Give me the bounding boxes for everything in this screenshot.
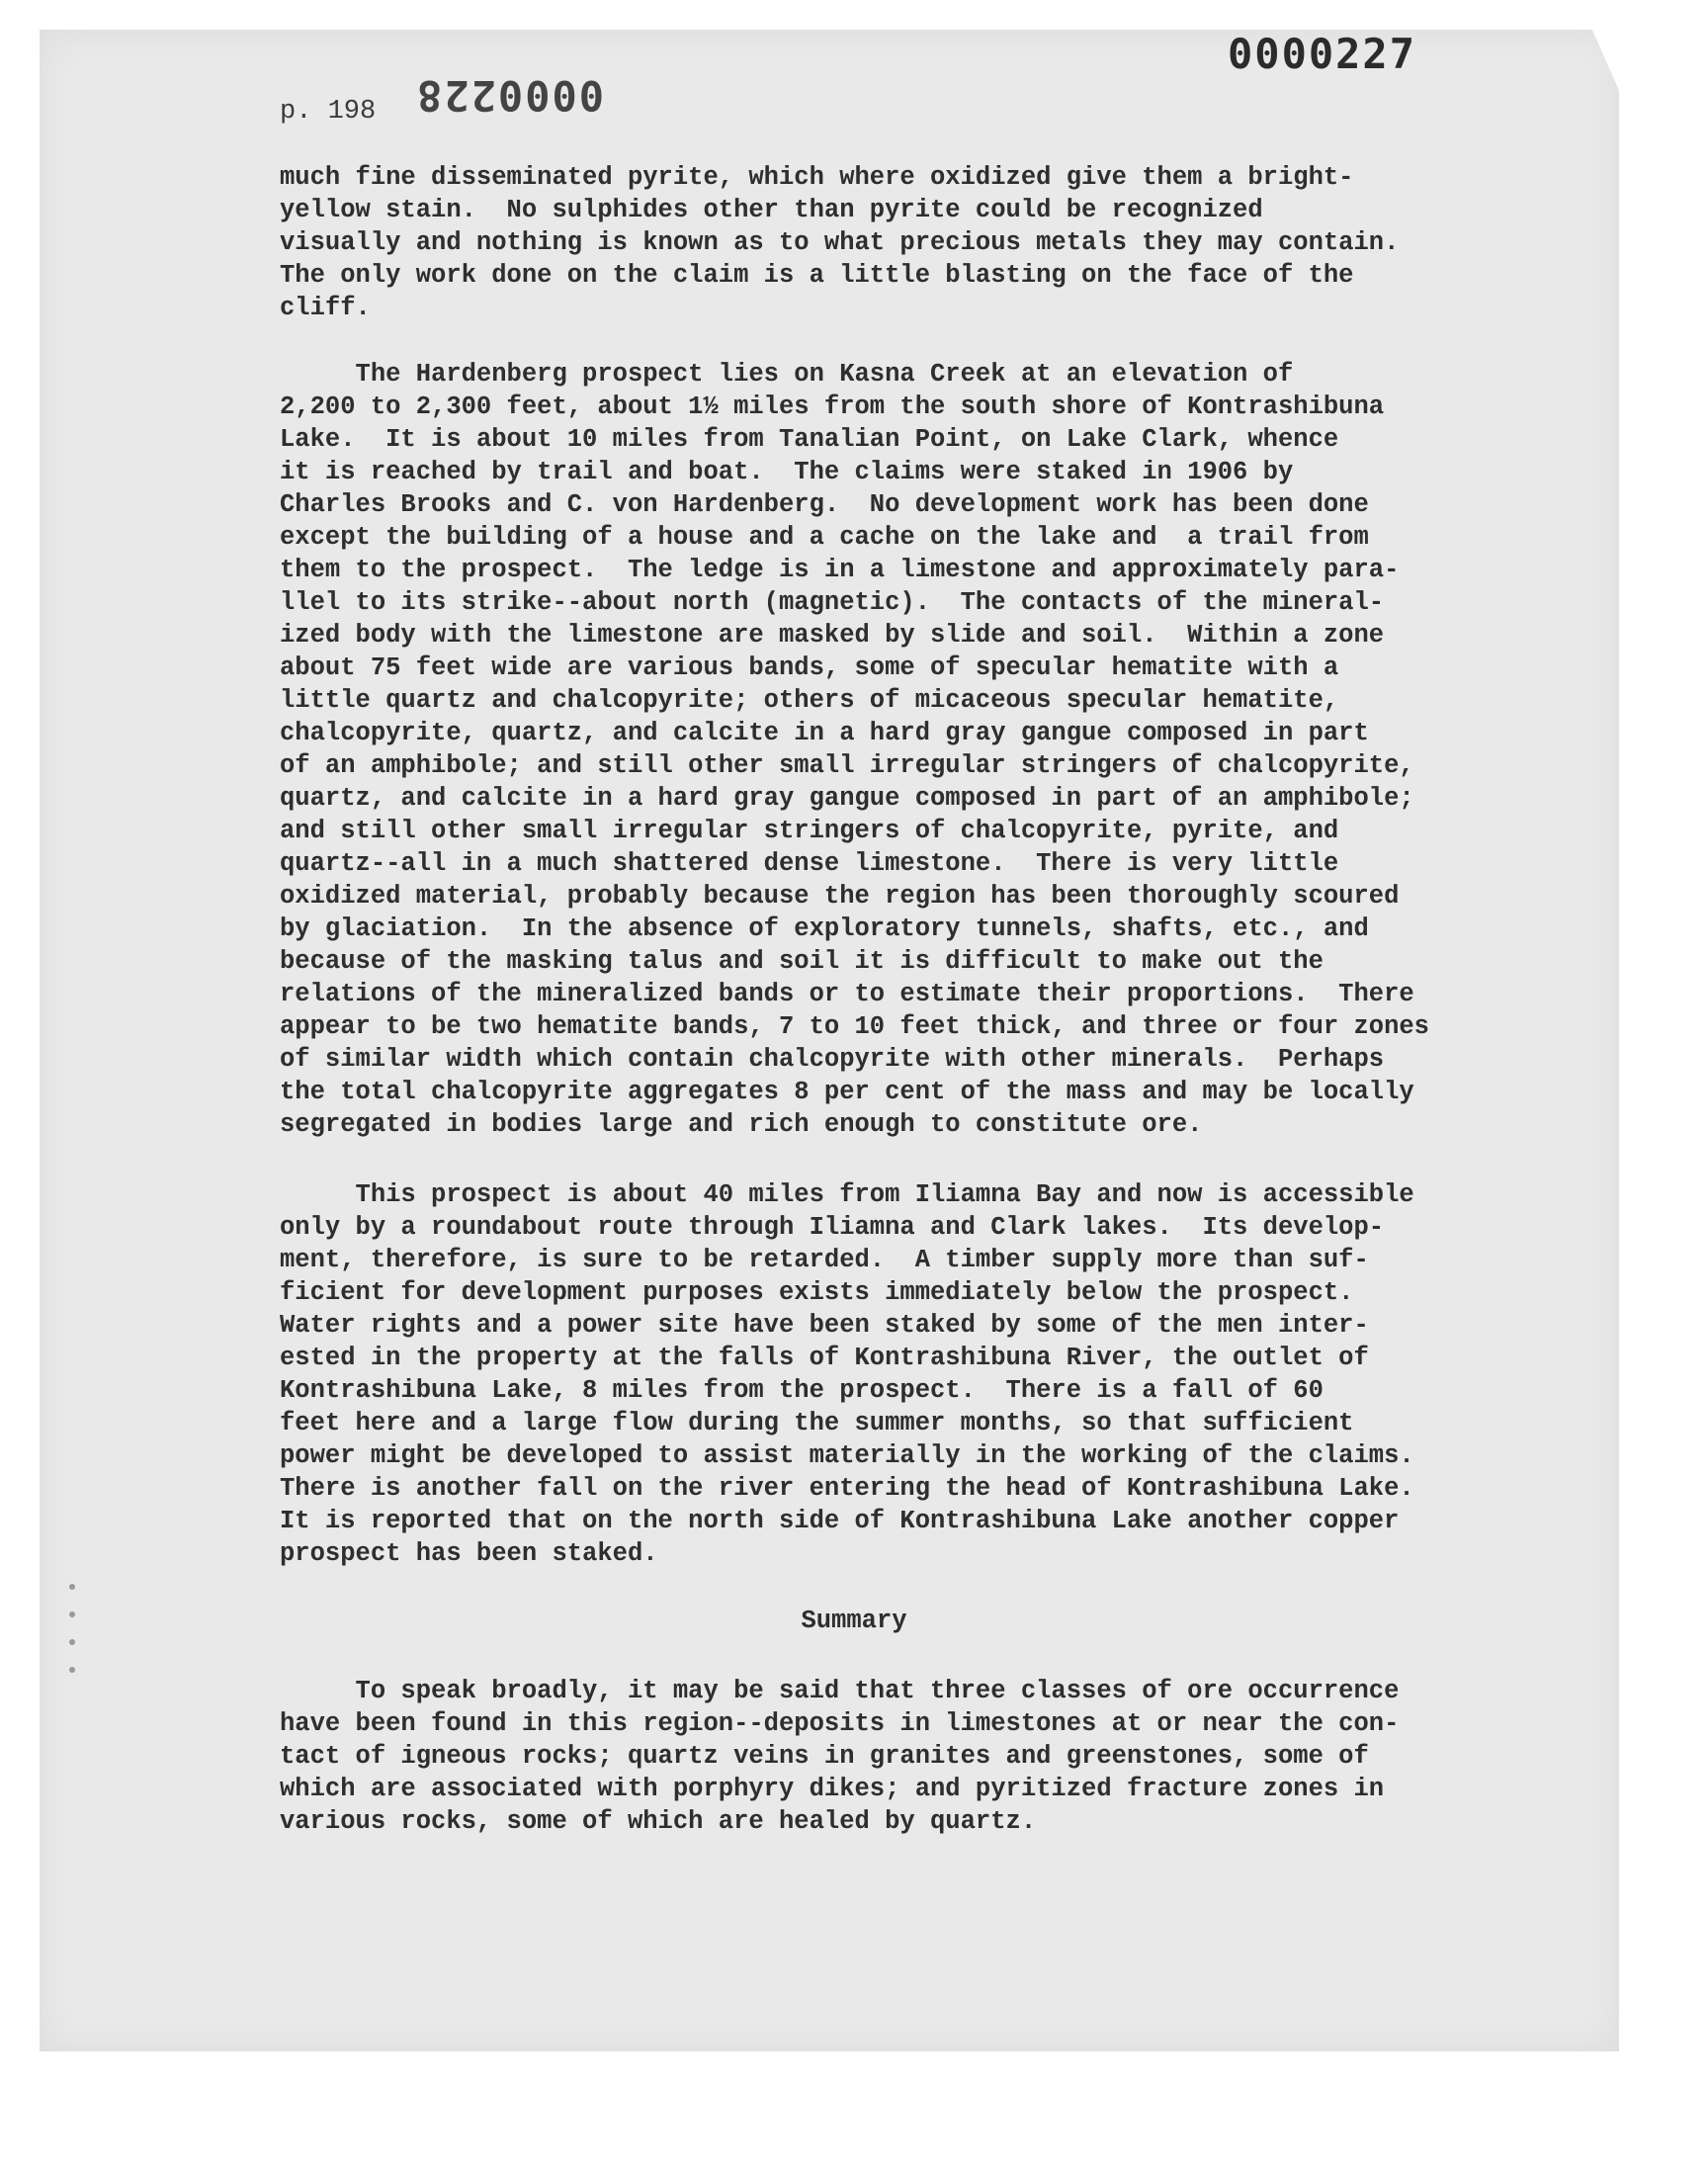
margin-mark [69,1611,75,1617]
paragraph-hardenberg-prospect: The Hardenberg prospect lies on Kasna Creek at an elevation of 2,200 to 2,300 feet, about 1½ miles from the south shore of Kontrashibuna Lake. It is about 10 miles from Tanalian Point, on Lake Clark, whence it is reached by trail and boat. The claims were staked in 1906 by Charles Brooks and C. von Hardenberg. No development work has been done except the building of a house and a cache on the lake and a trail from them to the prospect. The ledge is in a limestone and approximately para- llel to its strike--about north (magnetic). The contacts of the mineral- ized body with the limestone are masked by slide and soil. Within a zone about 75 feet wide are various bands, some of specular hematite with a little quartz and chalcopyrite; others of micaceous specular hematite, chalcopyrite, quartz, and calcite in a hard gray gangue composed in part of an amphibole; and still other small irregular stringers of chalcopyrite, quartz, and calcite in a hard gray gangue composed in part of an amphibole; and still other small irregular stringers of chalcopyrite, pyrite, and quartz--all in a much shattered dense limestone. There is very little oxidized material, probably because the region has been thoroughly scoured by glaciation. In the absence of exploratory tunnels, shafts, etc., and because of the masking talus and soil it is difficult to make out the relations of the mineralized bands or to estimate their proportions. There appear to be two hematite bands, 7 to 10 feet thick, and three or four zones of similar width which contain chalcopyrite with other minerals. Perhaps the total chalcopyrite aggregates 8 per cent of the mass and may be locally segregated in bodies large and rich enough to constitute ore. [280,360,1429,1139]
paragraph-continuation: much fine disseminated pyrite, which where oxidized give them a bright- yellow stain. No sulphides other than pyrite could be recognized visually and nothing is known as to what precious metals they may contain. The only work done on the claim is a little blasting on the face of the cliff. [280,163,1400,322]
margin-mark [69,1639,75,1645]
inverted-document-number-stamp: 0000228 [415,71,605,120]
section-heading-summary: Summary [801,1607,907,1635]
paragraph-accessibility: This prospect is about 40 miles from Iliamna Bay and now is accessible only by a roundabout route through Iliamna and Clark lakes. Its develop- ment, therefore, is sure to be retarded. A timber supply more than suf- ficient for development purposes exists immediately below the prospect. Water rights and a power site have been staked by some of the men inter- ested in the property at the falls of Kontrashibuna River, the outlet of Kontrashibuna Lake, 8 miles from the prospect. There is a fall of 60 feet here and a large flow during the summer months, so that sufficient power might be developed to assist materially in the working of the claims. There is another fall on the river entering the head of Kontrashibuna Lake. It is reported that on the north side of Kontrashibuna Lake another copper prospect has been staked. [280,1180,1414,1568]
paragraph-summary: To speak broadly, it may be said that three classes of ore occurrence have been found in this region--deposits in limestones at or near the con- tact of igneous rocks; quartz veins in granites and greenstones, some of which are associated with porphyry dikes; and pyritized fracture zones in various rocks, some of which are healed by quartz. [280,1677,1400,1836]
page-reference: p. 198 [280,97,377,127]
margin-mark [69,1667,75,1673]
document-number-stamp: 0000227 [1228,30,1417,78]
margin-mark [69,1584,75,1590]
